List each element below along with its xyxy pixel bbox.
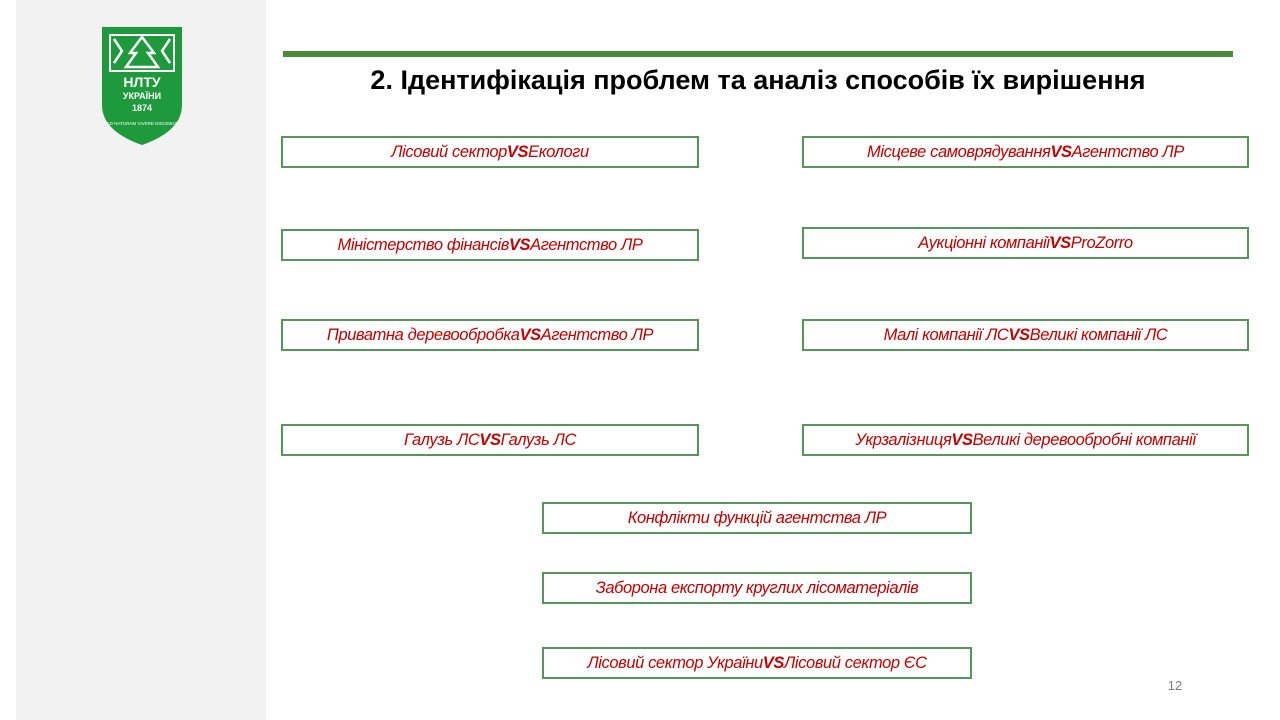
conflict-box: Лісовий сектор VS Екологи bbox=[281, 136, 699, 168]
university-logo bbox=[100, 27, 184, 145]
conflict-box: Галузь ЛС VS Галузь ЛС bbox=[281, 424, 699, 456]
conflict-box: Заборона експорту круглих лісоматеріалів bbox=[542, 572, 972, 604]
conflict-box: Конфлікти функцій агентства ЛР bbox=[542, 502, 972, 534]
conflict-box: Місцеве самоврядування VS Агентство ЛР bbox=[802, 136, 1249, 168]
title-rule bbox=[283, 51, 1233, 57]
logo-name-line1: НЛТУ bbox=[123, 74, 161, 90]
conflict-box: Приватна деревообробка VS Агентство ЛР bbox=[281, 319, 699, 351]
page-number: 12 bbox=[1167, 678, 1183, 693]
logo-name-line2: УКРАЇНИ bbox=[122, 91, 162, 101]
logo-motto: AD NATURAM VIVERE DISCIMUS bbox=[106, 121, 178, 126]
conflict-box: Аукціонні компанії VS ProZorro bbox=[802, 227, 1249, 259]
conflict-box: Лісовий сектор України VS Лісовий сектор ЄС bbox=[542, 647, 972, 679]
logo-year: 1874 bbox=[131, 103, 153, 113]
conflict-box: Малі компанії ЛС VS Великі компанії ЛС bbox=[802, 319, 1249, 351]
conflict-box: Укрзалізниця VS Великі деревообробні компанії bbox=[802, 424, 1249, 456]
page-title: 2. Ідентифікація проблем та аналіз способів їх вирішення bbox=[370, 65, 1146, 95]
conflict-box: Міністерство фінансів VS Агентство ЛР bbox=[281, 229, 699, 261]
